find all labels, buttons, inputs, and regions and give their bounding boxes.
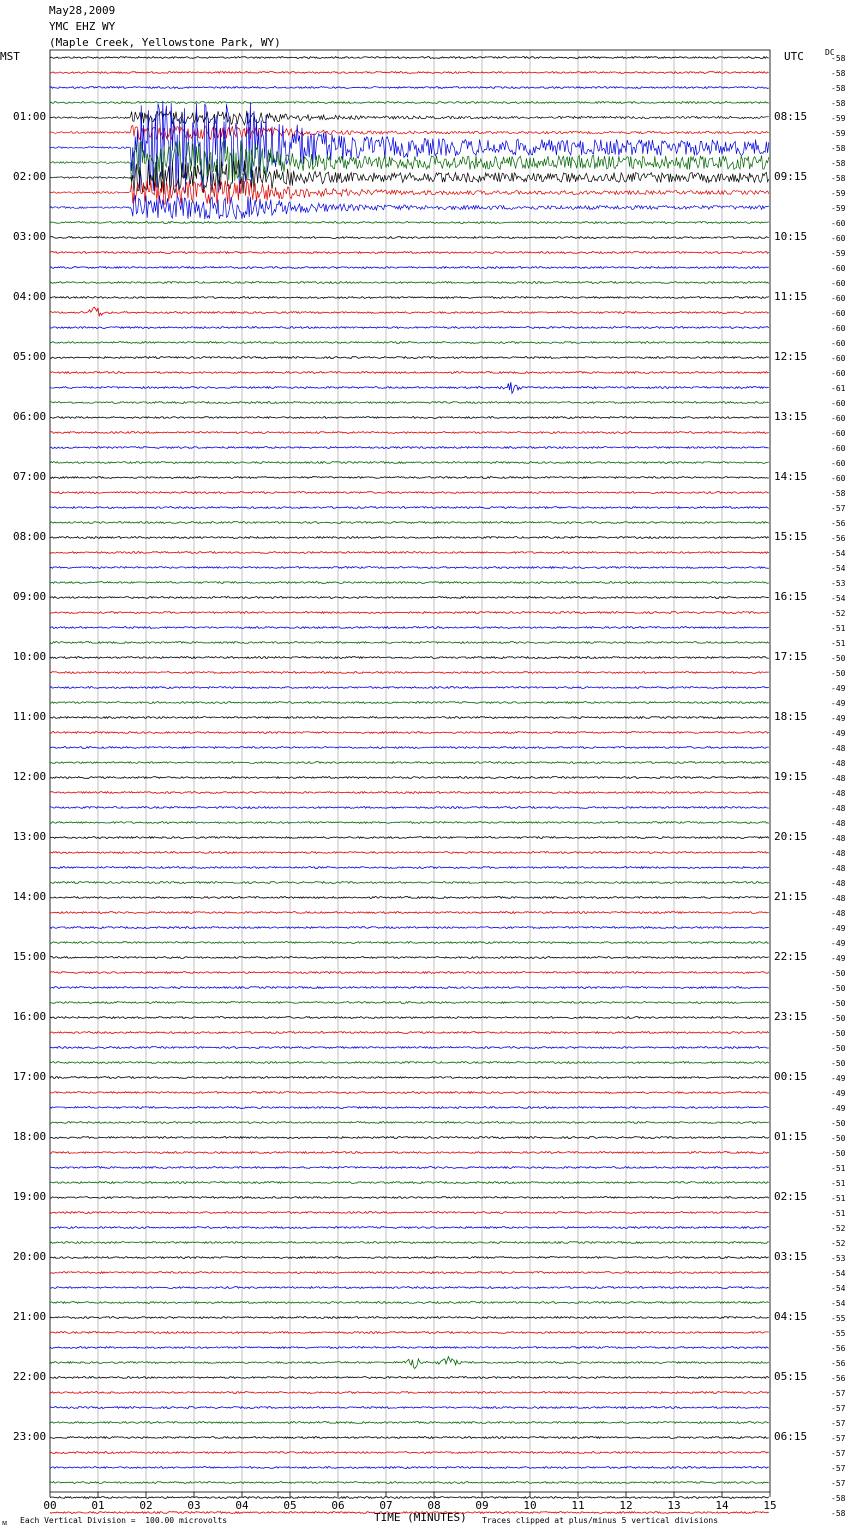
dc-offset-value: -57: [831, 1418, 846, 1428]
seismic-trace: [50, 1212, 769, 1214]
plot-frame: [50, 50, 770, 1492]
right-time-label: 12:15: [774, 349, 808, 363]
seismic-trace: [50, 912, 769, 914]
seismic-trace: [50, 522, 769, 524]
left-time-label: 09:00: [13, 589, 47, 603]
seismic-trace: [50, 1017, 769, 1019]
dc-offset-value: -60: [831, 473, 846, 483]
seismic-trace: [50, 657, 769, 659]
seismic-trace: [50, 582, 769, 584]
seismic-trace: [50, 282, 769, 284]
dc-offset-value: -50: [831, 1058, 846, 1068]
seismic-trace: [50, 1467, 769, 1469]
dc-offset-value: -60: [831, 263, 846, 273]
right-time-label: 21:15: [774, 889, 808, 903]
left-time-label: 07:00: [13, 469, 47, 483]
seismic-trace: [50, 492, 769, 494]
dc-offset-value: -49: [831, 728, 846, 738]
dc-offset-value: -60: [831, 323, 846, 333]
dc-offset-value: -54: [831, 1283, 846, 1293]
seismic-trace: [50, 537, 769, 539]
dc-offset-value: -49: [831, 923, 846, 933]
x-tick-label: 02: [139, 1499, 153, 1512]
dc-offset-value: -57: [831, 1388, 846, 1398]
x-tick-label: 11: [571, 1499, 585, 1512]
dc-offset-value: -57: [831, 1403, 846, 1413]
right-time-label: 22:15: [774, 949, 808, 963]
dc-offset-value: -53: [831, 1253, 846, 1263]
left-time-label: 19:00: [13, 1189, 47, 1203]
seismic-trace: [50, 1167, 769, 1169]
seismic-trace: [50, 72, 769, 74]
seismic-trace: [50, 327, 769, 329]
left-time-label: 03:00: [13, 229, 47, 243]
seismic-trace: [50, 307, 769, 316]
seismic-trace: [50, 297, 769, 299]
dc-offset-value: -60: [831, 353, 846, 363]
dc-offset-value: -59: [831, 188, 846, 198]
right-time-label: 19:15: [774, 769, 808, 783]
dc-offset-value: -55: [831, 1328, 846, 1338]
dc-offset-value: -60: [831, 308, 846, 318]
left-time-label: 04:00: [13, 289, 47, 303]
left-time-label: 22:00: [13, 1369, 47, 1383]
seismic-trace: [50, 882, 769, 884]
left-time-label: 05:00: [13, 349, 47, 363]
dc-offset-value: -56: [831, 1343, 846, 1353]
dc-offset-value: -57: [831, 1478, 846, 1488]
dc-offset-value: -60: [831, 218, 846, 228]
seismic-trace: [50, 897, 769, 899]
seismic-trace: [50, 57, 769, 59]
x-tick-label: 07: [379, 1499, 393, 1512]
dc-offset-value: -49: [831, 1073, 846, 1083]
location-label: (Maple Creek, Yellowstone Park, WY): [49, 36, 281, 49]
dc-offset-value: -48: [831, 743, 846, 753]
x-tick-label: 08: [427, 1499, 441, 1512]
right-time-label: 18:15: [774, 709, 808, 723]
seismic-trace: [50, 1377, 769, 1379]
right-time-label: 23:15: [774, 1009, 808, 1023]
x-tick-label: 01: [91, 1499, 105, 1512]
dc-offset-value: -48: [831, 863, 846, 873]
seismic-trace: [50, 1152, 769, 1154]
seismic-trace: [50, 852, 769, 854]
dc-offset-value: -56: [831, 518, 846, 528]
seismic-trace: [50, 987, 769, 989]
seismic-trace: [50, 957, 769, 959]
dc-offset-value: -60: [831, 398, 846, 408]
seismic-trace: [50, 1357, 769, 1369]
seismic-trace: [50, 1227, 769, 1229]
dc-offset-value: -49: [831, 938, 846, 948]
left-time-label: 21:00: [13, 1309, 47, 1323]
seismic-trace: [50, 1182, 769, 1184]
right-time-label: 16:15: [774, 589, 808, 603]
dc-offset-value: -49: [831, 713, 846, 723]
dc-offset-value: -53: [831, 578, 846, 588]
x-tick-label: 04: [235, 1499, 249, 1512]
seismic-trace: [50, 1452, 769, 1454]
right-time-label: 05:15: [774, 1369, 808, 1383]
dc-offset-value: -60: [831, 458, 846, 468]
right-time-label: 02:15: [774, 1189, 808, 1203]
dc-offset-value: -52: [831, 608, 846, 618]
left-time-label: 10:00: [13, 649, 47, 663]
seismic-trace: [50, 1302, 769, 1304]
seismic-trace: [50, 402, 769, 404]
x-tick-label: 09: [475, 1499, 489, 1512]
seismic-trace: [50, 672, 769, 674]
dc-offset-value: -55: [831, 1313, 846, 1323]
dc-offset-value: -56: [831, 533, 846, 543]
dc-offset-value: -60: [831, 338, 846, 348]
seismic-trace: [50, 1092, 769, 1094]
dc-offset-value: -48: [831, 893, 846, 903]
left-time-label: 13:00: [13, 829, 47, 843]
dc-offset-value: -57: [831, 1448, 846, 1458]
dc-offset-value: -48: [831, 773, 846, 783]
dc-offset-value: -54: [831, 548, 846, 558]
seismic-trace: [50, 1257, 769, 1259]
seismic-trace: [50, 732, 769, 734]
footer-clip-note: Traces clipped at plus/minus 5 vertical divisions: [482, 1516, 719, 1525]
date-label: May28,2009: [49, 4, 116, 17]
footer-scale: Each Vertical Division = 100.00 microvolts: [20, 1516, 228, 1525]
dc-offset-value: -58: [831, 488, 846, 498]
left-time-label: 18:00: [13, 1129, 47, 1143]
dc-offset-value: -50: [831, 1013, 846, 1023]
seismic-trace: [50, 792, 769, 794]
dc-offset-value: -58: [831, 98, 846, 108]
seismic-trace: [50, 1392, 769, 1394]
dc-offset-value: -50: [831, 1133, 846, 1143]
dc-offset-value: -58: [831, 158, 846, 168]
dc-offset-value: -60: [831, 278, 846, 288]
seismic-trace: [50, 597, 769, 599]
dc-offset-value: -59: [831, 248, 846, 258]
left-time-label: 08:00: [13, 529, 47, 543]
seismic-trace: [50, 1137, 769, 1139]
seismic-trace: [50, 252, 769, 254]
dc-offset-value: -48: [831, 878, 846, 888]
seismic-trace: [50, 867, 769, 869]
dc-offset-value: -58: [831, 53, 846, 63]
seismic-trace: [50, 417, 769, 419]
seismic-trace: [50, 222, 769, 224]
dc-offset-value: -57: [831, 1433, 846, 1443]
right-time-label: 15:15: [774, 529, 808, 543]
seismic-trace: [50, 1437, 769, 1439]
dc-offset-value: -49: [831, 698, 846, 708]
seismic-trace: [50, 1062, 769, 1064]
seismic-trace: [50, 1347, 769, 1349]
seismic-trace: [50, 1482, 769, 1484]
seismic-trace: [50, 196, 769, 220]
dc-offset-value: -50: [831, 653, 846, 663]
dc-offset-value: -57: [831, 503, 846, 513]
left-time-label: 14:00: [13, 889, 47, 903]
dc-offset-value: -58: [831, 1493, 846, 1503]
x-tick-label: 03: [187, 1499, 201, 1512]
right-time-label: 03:15: [774, 1249, 808, 1263]
x-tick-label: 06: [331, 1499, 345, 1512]
seismic-trace: [50, 477, 769, 479]
dc-offset-value: -48: [831, 788, 846, 798]
dc-offset-value: -54: [831, 1298, 846, 1308]
seismic-trace: [50, 702, 769, 704]
trace-group: [50, 57, 769, 1514]
seismic-trace: [50, 1077, 769, 1079]
seismic-trace: [50, 1317, 769, 1319]
dc-offset-value: -51: [831, 1193, 846, 1203]
right-time-label: 20:15: [774, 829, 808, 843]
seismic-trace: [50, 642, 769, 644]
seismic-trace: [50, 357, 769, 359]
x-axis-title: TIME (MINUTES): [374, 1511, 467, 1524]
dc-offset-value: -51: [831, 623, 846, 633]
right-unit-label: UTC: [784, 50, 804, 63]
dc-offset-value: -60: [831, 368, 846, 378]
right-time-label: 08:15: [774, 109, 808, 123]
dc-offset-value: -49: [831, 1103, 846, 1113]
seismic-trace: [50, 627, 769, 629]
dc-offset-value: -60: [831, 428, 846, 438]
seismic-trace: [50, 1332, 769, 1334]
seismic-trace: [50, 1272, 769, 1274]
x-tick-label: 13: [667, 1499, 681, 1512]
x-tick-label: 00: [43, 1499, 57, 1512]
x-tick-label: 10: [523, 1499, 537, 1512]
dc-offset-value: -56: [831, 1373, 846, 1383]
left-time-label: 02:00: [13, 169, 47, 183]
left-time-label: 12:00: [13, 769, 47, 783]
seismic-trace: [50, 1242, 769, 1244]
seismic-trace: [50, 372, 769, 374]
dc-offset-value: -54: [831, 563, 846, 573]
seismic-trace: [50, 87, 769, 89]
dc-offset-value: -51: [831, 1178, 846, 1188]
dc-label: DC: [825, 48, 835, 57]
dc-offset-value: -50: [831, 1148, 846, 1158]
seismic-trace: [50, 552, 769, 554]
dc-offset-value: -59: [831, 113, 846, 123]
dc-offset-value: -51: [831, 1163, 846, 1173]
seismic-trace: [50, 717, 769, 719]
seismic-trace: [50, 1287, 769, 1289]
left-time-label: 15:00: [13, 949, 47, 963]
dc-offset-value: -50: [831, 1118, 846, 1128]
seismic-trace: [50, 267, 769, 269]
dc-offset-value: -49: [831, 683, 846, 693]
right-time-label: 17:15: [774, 649, 808, 663]
seismic-trace: [50, 1122, 769, 1124]
dc-offset-value: -60: [831, 293, 846, 303]
seismic-trace: [50, 822, 769, 824]
left-time-label: 06:00: [13, 409, 47, 423]
seismic-trace: [50, 1497, 769, 1499]
dc-offset-value: -50: [831, 1028, 846, 1038]
seismic-trace: [50, 687, 769, 689]
dc-offset-value: -50: [831, 983, 846, 993]
x-tick-label: 12: [619, 1499, 633, 1512]
dc-offset-value: -59: [831, 203, 846, 213]
seismic-trace: [50, 507, 769, 509]
seismic-trace: [50, 612, 769, 614]
seismic-trace: [50, 1047, 769, 1049]
x-axis: [43, 1492, 776, 1512]
dc-offset-value: -48: [831, 908, 846, 918]
x-tick-label: 15: [763, 1499, 777, 1512]
dc-offset-value: -48: [831, 848, 846, 858]
dc-offset-value: -51: [831, 1208, 846, 1218]
right-time-label: 14:15: [774, 469, 808, 483]
seismic-trace: [50, 927, 769, 929]
dc-offset-value: -60: [831, 233, 846, 243]
seismic-trace: [50, 237, 769, 239]
x-tick-label: 14: [715, 1499, 729, 1512]
dc-offset-value: -58: [831, 1508, 846, 1518]
dc-offset-value: -58: [831, 173, 846, 183]
right-time-label: 09:15: [774, 169, 808, 183]
dc-offset-value: -54: [831, 593, 846, 603]
seismic-trace: [50, 1422, 769, 1424]
dc-offset-value: -61: [831, 383, 846, 393]
dc-offset-value: -49: [831, 1088, 846, 1098]
seismic-trace: [50, 1407, 769, 1409]
dc-offset-value: -52: [831, 1223, 846, 1233]
right-time-label: 01:15: [774, 1129, 808, 1143]
left-time-label: 17:00: [13, 1069, 47, 1083]
seismic-trace: [50, 1107, 769, 1109]
grid-lines: [50, 50, 770, 1492]
left-unit-label: MST: [0, 50, 20, 63]
seismic-trace: [50, 807, 769, 809]
station-label: YMC EHZ WY: [49, 20, 116, 33]
seismic-trace: [50, 972, 769, 974]
footer-mark: ᴍ: [2, 1518, 8, 1527]
dc-offset-value: -57: [831, 1463, 846, 1473]
seismic-trace: [50, 567, 769, 569]
right-time-label: 13:15: [774, 409, 808, 423]
right-time-label: 04:15: [774, 1309, 808, 1323]
dc-offset-value: -50: [831, 668, 846, 678]
seismic-trace: [50, 102, 769, 104]
seismic-trace: [50, 837, 769, 839]
left-time-label: 01:00: [13, 109, 47, 123]
dc-offset-value: -56: [831, 1358, 846, 1368]
dc-offset-value: -48: [831, 758, 846, 768]
left-time-label: 16:00: [13, 1009, 47, 1023]
seismic-trace: [50, 382, 769, 393]
seismic-trace: [50, 1002, 769, 1004]
dc-offset-value: -48: [831, 833, 846, 843]
seismic-trace: [50, 447, 769, 449]
left-time-label: 23:00: [13, 1429, 47, 1443]
seismic-trace: [50, 762, 769, 764]
right-time-label: 06:15: [774, 1429, 808, 1443]
seismic-trace: [50, 462, 769, 464]
seismic-trace: [50, 342, 769, 344]
dc-offset-value: -58: [831, 68, 846, 78]
seismic-trace: [50, 432, 769, 434]
seismic-trace: [50, 1197, 769, 1199]
dc-offset-value: -60: [831, 413, 846, 423]
dc-offset-value: -54: [831, 1268, 846, 1278]
seismic-trace: [50, 777, 769, 779]
dc-offset-value: -58: [831, 83, 846, 93]
dc-offset-value: -60: [831, 443, 846, 453]
dc-offset-value: -50: [831, 998, 846, 1008]
dc-offset-value: -59: [831, 128, 846, 138]
seismic-trace: [50, 1032, 769, 1034]
x-tick-label: 05: [283, 1499, 297, 1512]
dc-offset-value: -50: [831, 968, 846, 978]
dc-offset-value: -49: [831, 953, 846, 963]
left-time-label: 20:00: [13, 1249, 47, 1263]
dc-offset-value: -48: [831, 818, 846, 828]
seismic-trace: [50, 942, 769, 944]
dc-offset-value: -50: [831, 1043, 846, 1053]
dc-offset-value: -48: [831, 803, 846, 813]
right-time-label: 10:15: [774, 229, 808, 243]
dc-offset-value: -58: [831, 143, 846, 153]
dc-offset-value: -52: [831, 1238, 846, 1248]
right-time-label: 00:15: [774, 1069, 808, 1083]
left-time-label: 11:00: [13, 709, 47, 723]
right-time-label: 11:15: [774, 289, 808, 303]
dc-offset-value: -51: [831, 638, 846, 648]
seismic-trace: [50, 747, 769, 749]
